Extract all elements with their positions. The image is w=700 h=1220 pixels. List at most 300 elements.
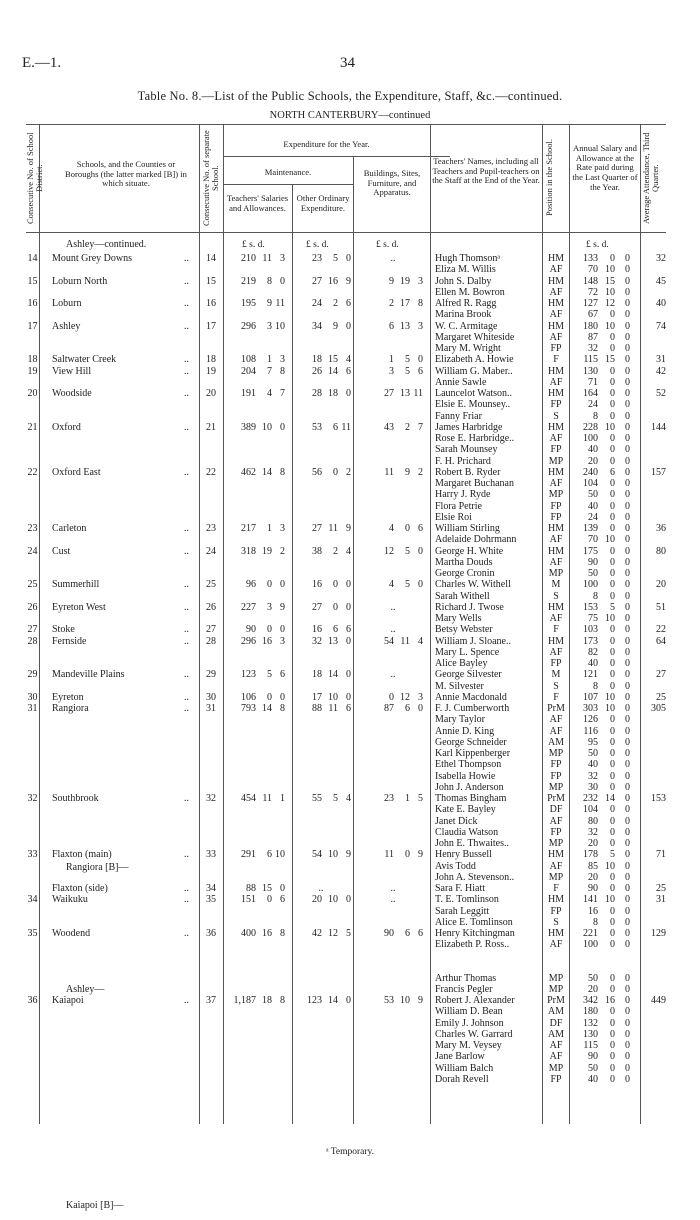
salary-shillings: 0: [610, 500, 615, 512]
teachers-salaries-shillings: 15: [262, 883, 272, 894]
salary-shillings: 0: [610, 590, 615, 602]
salary-pounds: 228: [583, 421, 598, 433]
teacher-name: George Schneider: [435, 736, 507, 748]
district-number: 26: [27, 601, 38, 613]
district-number: 23: [27, 523, 38, 534]
salary-shillings: 0: [610, 725, 615, 737]
school-name: Flaxton (side): [52, 883, 108, 894]
teacher-position: HM: [547, 365, 565, 377]
teachers-salaries-shillings: 1: [267, 354, 272, 366]
teacher-position: MP: [548, 871, 564, 883]
other-expenditure-pence: 4: [346, 354, 351, 366]
teachers-salaries-pence: 10: [275, 320, 285, 332]
table-row: [26, 1029, 666, 1040]
salary-pounds: 173: [583, 635, 598, 647]
table-row: [26, 894, 666, 905]
school-name: Eyreton: [52, 691, 84, 703]
teacher-position: MP: [548, 748, 564, 759]
average-attendance: 25: [656, 883, 666, 894]
salary-pounds: 50: [588, 1062, 598, 1074]
school-name: Oxford East: [52, 466, 101, 478]
table-row: [26, 264, 666, 275]
average-attendance: 36: [656, 523, 666, 534]
salary-shillings: 10: [605, 691, 615, 703]
buildings-pounds: 43: [384, 421, 394, 433]
rule-expenditure: [223, 156, 450, 157]
other-expenditure-pounds: 54: [312, 849, 322, 861]
table-row: [26, 399, 666, 410]
teachers-salaries-pence: 0: [280, 579, 285, 591]
teacher-position: MP: [548, 972, 564, 984]
teacher-name: Henry Bussell: [435, 849, 492, 861]
table-row: [26, 669, 666, 680]
table-row: [26, 546, 666, 557]
school-name: Waikuku: [52, 894, 88, 906]
teacher-name: Sara F. Hiatt: [435, 883, 486, 894]
school-number: 36: [206, 928, 216, 939]
teachers-salaries-pounds: 793: [241, 703, 256, 714]
teachers-salaries-pence: 2: [280, 545, 285, 557]
header-teacher-names: Teachers' Names, including all Teachers and Pupil-teachers on the Staff at the End of the Year.: [432, 156, 540, 186]
average-attendance: 22: [656, 624, 666, 636]
average-attendance: 71: [656, 849, 666, 861]
teacher-position: MP: [548, 1062, 564, 1074]
salary-pence: 0: [625, 511, 630, 523]
salary-shillings: 0: [610, 759, 615, 771]
teacher-name: Rose E. Harbridge..: [435, 433, 515, 444]
leader-dots: ..: [184, 691, 189, 703]
teacher-name: T. E. Tomlinson: [435, 894, 499, 906]
district-number: 22: [27, 466, 38, 478]
teachers-salaries-pounds: 106: [241, 691, 256, 703]
teachers-salaries-pounds: 151: [241, 894, 256, 906]
teacher-position: AF: [549, 646, 563, 658]
teachers-salaries-pence: 6: [280, 894, 285, 906]
salary-pence: 0: [625, 894, 630, 906]
salary-pounds: 221: [583, 928, 598, 939]
salary-pounds: 116: [583, 725, 598, 737]
district-number: 25: [27, 579, 38, 591]
salary-pence: 0: [625, 601, 630, 613]
salary-pounds: 20: [588, 871, 598, 883]
other-expenditure-shillings: 14: [328, 669, 338, 681]
salary-pence: 0: [625, 793, 630, 804]
district-number: 16: [27, 298, 38, 309]
buildings-pounds: 54: [384, 635, 394, 647]
table-row: [26, 624, 666, 635]
buildings-pounds: 27: [384, 388, 394, 399]
table-row: [26, 591, 666, 602]
teachers-salaries-shillings: 10: [262, 421, 272, 433]
school-number: 18: [206, 354, 216, 366]
salary-pounds: 40: [588, 500, 598, 512]
teachers-salaries-pounds: 90: [246, 624, 256, 636]
table-row: [26, 658, 666, 669]
teachers-salaries-pence: 0: [280, 624, 285, 636]
table-title: Table No. 8.—List of the Public Schools, the Expenditure, Staff, &c.—continued.: [137, 89, 563, 103]
buildings-pounds: 53: [384, 995, 394, 1006]
rule-header-bottom: [26, 232, 666, 233]
teachers-salaries-pounds: 96: [246, 579, 256, 591]
page-number: 34: [340, 55, 355, 71]
salary-shillings: 10: [605, 534, 615, 546]
salary-shillings: 0: [610, 331, 615, 343]
teacher-position: AF: [549, 1051, 563, 1063]
salary-pence: 0: [625, 286, 630, 298]
teacher-name: Launcelot Watson..: [435, 388, 513, 399]
teacher-position: MP: [548, 455, 564, 467]
school-number: 22: [206, 466, 216, 478]
other-expenditure-pence: 9: [346, 849, 351, 861]
table-row: [26, 298, 666, 309]
table-row: [26, 489, 666, 500]
teachers-salaries-pence: 3: [280, 635, 285, 647]
header-district-no: Consecutive No. of School District.: [25, 132, 44, 224]
currency-unit-label: £ s. d.: [306, 240, 329, 250]
table-row: [26, 759, 666, 770]
other-expenditure-pence: 6: [346, 703, 351, 714]
table-row: [26, 444, 666, 455]
buildings-pence: 9: [418, 849, 423, 861]
average-attendance: 144: [651, 421, 666, 433]
table-row: [26, 636, 666, 647]
teacher-name: Isabella Howie: [435, 770, 496, 782]
salary-pounds: 50: [588, 568, 598, 579]
teacher-name: William D. Bean: [435, 1006, 503, 1018]
buildings-pence: 0: [418, 545, 423, 557]
average-attendance: 25: [656, 691, 666, 703]
salary-shillings: 0: [610, 365, 615, 377]
other-expenditure-pounds: 16: [312, 579, 322, 591]
salary-pounds: 115: [583, 354, 598, 366]
other-expenditure-pounds: 20: [312, 894, 322, 906]
buildings-nil: ..: [390, 883, 396, 894]
teachers-salaries-shillings: 11: [262, 793, 272, 804]
other-expenditure-shillings: 10: [328, 894, 338, 906]
salary-pence: 0: [625, 635, 630, 647]
buildings-pence: 6: [418, 523, 423, 534]
teacher-name: Alfred R. Ragg: [435, 298, 497, 309]
table-row: [26, 523, 666, 534]
salary-pounds: 107: [583, 691, 598, 703]
buildings-pounds: 23: [384, 793, 394, 804]
table-row: [26, 354, 666, 365]
salary-shillings: 10: [605, 320, 615, 332]
header-position: Position in the School.: [544, 139, 554, 217]
teacher-name: Jane Barlow: [435, 1051, 485, 1063]
salary-shillings: 0: [610, 916, 615, 928]
teacher-position: HM: [547, 635, 565, 647]
school-name: Ashley: [52, 320, 81, 332]
school-name: Mount Grey Downs: [52, 253, 132, 264]
teacher-name: Margaret Buchanan: [435, 478, 514, 489]
buildings-pence: 6: [418, 365, 423, 377]
teacher-name: Francis Pegler: [435, 983, 493, 995]
teacher-position: HM: [547, 421, 565, 433]
teachers-salaries-pence: 3: [280, 523, 285, 534]
district-number: 24: [27, 545, 38, 557]
teachers-salaries-pounds: 219: [241, 275, 256, 287]
salary-pence: 0: [625, 714, 630, 726]
buildings-shillings: 5: [405, 354, 410, 366]
salary-shillings: 0: [610, 714, 615, 726]
salary-shillings: 0: [610, 1062, 615, 1074]
salary-pence: 0: [625, 523, 630, 534]
table-row: [26, 984, 666, 995]
other-expenditure-shillings: 6: [333, 421, 338, 433]
salary-pounds: 8: [593, 916, 598, 928]
average-attendance: 64: [656, 635, 666, 647]
other-expenditure-pounds: 123: [307, 995, 322, 1006]
leader-dots: ..: [184, 421, 189, 433]
salary-shillings: 0: [610, 410, 615, 422]
teacher-position: HM: [547, 601, 565, 613]
salary-shillings: 0: [610, 939, 615, 951]
teachers-salaries-shillings: 19: [262, 545, 272, 557]
salary-pence: 0: [625, 253, 630, 264]
rule-maintenance: [223, 184, 353, 185]
salary-pounds: 342: [583, 995, 598, 1006]
leader-dots: ..: [184, 579, 189, 591]
teacher-name: Emily J. Johnson: [435, 1017, 504, 1029]
salary-shillings: 0: [610, 568, 615, 579]
salary-pence: 0: [625, 354, 630, 366]
table-row: [26, 512, 666, 523]
table-row: [26, 377, 666, 388]
salary-shillings: 14: [605, 793, 615, 804]
average-attendance: 449: [651, 995, 666, 1006]
teachers-salaries-shillings: 3: [267, 320, 272, 332]
salary-shillings: 0: [610, 1028, 615, 1040]
salary-pence: 0: [625, 545, 630, 557]
buildings-shillings: 10: [400, 995, 410, 1006]
table-row: [26, 602, 666, 613]
salary-pence: 0: [625, 860, 630, 872]
teacher-position: HM: [547, 894, 565, 906]
salary-pence: 0: [625, 624, 630, 636]
salary-shillings: 0: [610, 489, 615, 501]
teachers-salaries-shillings: 4: [267, 388, 272, 399]
salary-shillings: 0: [610, 905, 615, 917]
teachers-salaries-shillings: 14: [262, 466, 272, 478]
district-number: 27: [27, 624, 38, 636]
teachers-salaries-pounds: 108: [241, 354, 256, 366]
teachers-salaries-pence: 6: [280, 669, 285, 681]
table-row: [26, 309, 666, 320]
buildings-nil: ..: [390, 669, 396, 681]
teacher-name: John E. Thwaites..: [435, 838, 509, 849]
salary-pounds: 30: [588, 781, 598, 793]
average-attendance: 51: [656, 601, 666, 613]
district-number: 31: [27, 703, 38, 714]
salary-pence: 0: [625, 556, 630, 568]
leader-dots: ..: [184, 883, 189, 894]
other-expenditure-pounds: 27: [312, 523, 322, 534]
teachers-salaries-shillings: 3: [267, 601, 272, 613]
salary-shillings: 0: [610, 928, 615, 939]
salary-pence: 0: [625, 928, 630, 939]
teachers-salaries-pounds: 204: [241, 365, 256, 377]
table-row: [26, 613, 666, 624]
buildings-pounds: 12: [384, 545, 394, 557]
salary-shillings: 5: [610, 601, 615, 613]
buildings-pence: 3: [418, 691, 423, 703]
district-number: 28: [27, 635, 38, 647]
teachers-salaries-shillings: 16: [262, 635, 272, 647]
buildings-shillings: 12: [400, 691, 410, 703]
teachers-salaries-pounds: 389: [241, 421, 256, 433]
teachers-salaries-pounds: 210: [241, 253, 256, 264]
table-row: [26, 692, 666, 703]
teacher-position: PrM: [547, 995, 565, 1006]
leader-dots: ..: [184, 275, 189, 287]
teacher-position: AF: [549, 556, 563, 568]
table-row: [26, 939, 666, 950]
header-expenditure: Expenditure for the Year.: [283, 139, 370, 149]
currency-unit-label: £ s. d.: [242, 240, 265, 250]
salary-pounds: 20: [588, 838, 598, 849]
district-number: 30: [27, 691, 38, 703]
salary-pence: 0: [625, 815, 630, 827]
teacher-position: FP: [550, 658, 562, 669]
teacher-name: Sarah Withell: [435, 590, 490, 602]
other-expenditure-pence: 0: [346, 579, 351, 591]
salary-pounds: 20: [588, 455, 598, 467]
salary-shillings: 0: [610, 376, 615, 388]
other-expenditure-shillings: 11: [328, 523, 338, 534]
teacher-name: Robert B. Ryder: [435, 466, 501, 478]
school-number: 29: [206, 669, 216, 681]
teacher-name: Fanny Friar: [435, 410, 482, 422]
buildings-pence: 0: [418, 703, 423, 714]
header-maintenance: Maintenance.: [264, 167, 312, 177]
teacher-name: Eliza M. Willis: [435, 264, 496, 276]
average-attendance: 305: [651, 703, 666, 714]
district-number: 14: [27, 253, 38, 264]
buildings-shillings: 13: [400, 388, 410, 399]
salary-pence: 0: [625, 995, 630, 1006]
salary-pounds: 70: [588, 534, 598, 546]
leader-dots: ..: [184, 624, 189, 636]
teacher-position: MP: [548, 489, 564, 501]
teacher-position: AF: [549, 376, 563, 388]
teachers-salaries-shillings: 16: [262, 928, 272, 939]
salary-pounds: 90: [588, 883, 598, 894]
school-name: Rangiora: [52, 703, 89, 714]
salary-pence: 0: [625, 838, 630, 849]
other-expenditure-shillings: 2: [333, 298, 338, 309]
salary-pence: 0: [625, 770, 630, 782]
district-number: 35: [27, 928, 38, 939]
salary-pence: 0: [625, 905, 630, 917]
table-row: [26, 1006, 666, 1017]
other-expenditure-pounds: 24: [312, 298, 322, 309]
salary-pence: 0: [625, 1073, 630, 1085]
buildings-pounds: 4: [389, 579, 394, 591]
school-name: Fernside: [52, 635, 87, 647]
table-subtitle: NORTH CANTERBURY—continued: [269, 110, 431, 121]
teacher-name: Annie Macdonald: [435, 691, 507, 703]
salary-pence: 0: [625, 388, 630, 399]
salary-shillings: 10: [605, 264, 615, 276]
salary-pounds: 139: [583, 523, 598, 534]
teacher-position: AF: [549, 433, 563, 444]
other-expenditure-shillings: 10: [328, 691, 338, 703]
teachers-salaries-shillings: 7: [267, 365, 272, 377]
teachers-salaries-pounds: 291: [241, 849, 256, 861]
salary-pence: 0: [625, 264, 630, 276]
buildings-shillings: 1: [405, 793, 410, 804]
salary-pounds: 180: [583, 320, 598, 332]
teacher-name: William Stirling: [435, 523, 500, 534]
salary-shillings: 10: [605, 613, 615, 624]
teachers-salaries-pence: 8: [280, 995, 285, 1006]
table-row: [26, 827, 666, 838]
teacher-position: AM: [547, 1006, 565, 1018]
teacher-name: William Balch: [435, 1062, 494, 1074]
salary-pence: 0: [625, 320, 630, 332]
other-expenditure-pence: 0: [346, 669, 351, 681]
other-expenditure-pounds: 17: [312, 691, 322, 703]
buildings-pounds: 3: [389, 365, 394, 377]
school-number: 35: [206, 894, 216, 906]
buildings-shillings: 0: [405, 849, 410, 861]
salary-pence: 0: [625, 849, 630, 861]
teachers-salaries-shillings: 18: [262, 995, 272, 1006]
salary-pence: 0: [625, 444, 630, 456]
section-label: Ashley—: [66, 984, 105, 996]
salary-pounds: 32: [588, 770, 598, 782]
salary-pence: 0: [625, 703, 630, 714]
other-expenditure-shillings: 11: [328, 703, 338, 714]
teacher-position: AM: [547, 736, 565, 748]
teacher-position: FP: [550, 511, 562, 523]
teacher-position: AF: [549, 613, 563, 624]
average-attendance: 42: [656, 365, 666, 377]
salary-pounds: 16: [588, 905, 598, 917]
salary-pence: 0: [625, 1006, 630, 1018]
salary-shillings: 0: [610, 309, 615, 321]
buildings-shillings: 0: [405, 523, 410, 534]
other-expenditure-pounds: 27: [312, 275, 322, 287]
teacher-position: FP: [550, 444, 562, 456]
teachers-salaries-pounds: 195: [241, 298, 256, 309]
district-number: 36: [27, 995, 38, 1006]
salary-pounds: 70: [588, 264, 598, 276]
other-expenditure-pence: 11: [341, 421, 351, 433]
other-expenditure-pence: 6: [346, 624, 351, 636]
teacher-name: Richard J. Twose: [435, 601, 504, 613]
salary-pounds: 100: [583, 939, 598, 951]
buildings-pence: 5: [418, 793, 423, 804]
teachers-salaries-pence: 8: [280, 703, 285, 714]
buildings-nil: ..: [390, 894, 396, 906]
teacher-name: John A. Stevenson..: [435, 871, 515, 883]
salary-pence: 0: [625, 275, 630, 287]
salary-shillings: 0: [610, 579, 615, 591]
salary-pounds: 40: [588, 759, 598, 771]
salary-pounds: 104: [583, 478, 598, 489]
other-expenditure-shillings: 9: [333, 320, 338, 332]
salary-pence: 0: [625, 489, 630, 501]
school-number: 20: [206, 388, 216, 399]
teacher-position: M: [551, 669, 561, 681]
buildings-shillings: 13: [400, 320, 410, 332]
buildings-shillings: 5: [405, 579, 410, 591]
teacher-name: Ethel Thompson: [435, 759, 502, 771]
salary-shillings: 0: [610, 1040, 615, 1051]
salary-pounds: 24: [588, 399, 598, 411]
